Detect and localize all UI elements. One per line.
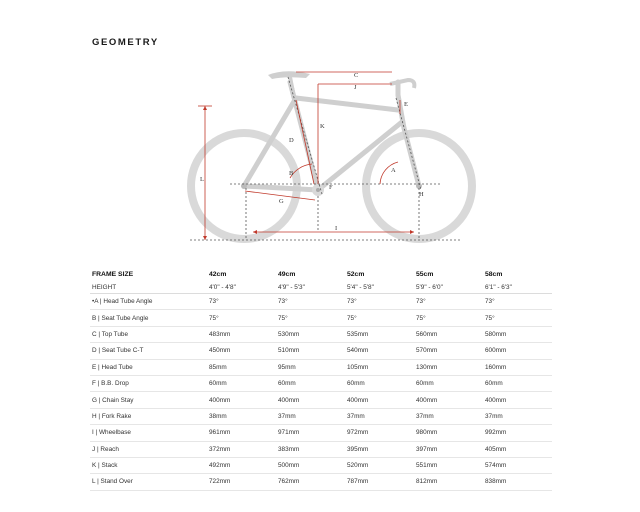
- table-cell: 4'0" - 4'8": [207, 281, 276, 294]
- table-cell: 75°: [483, 310, 552, 326]
- table-cell: 37mm: [345, 408, 414, 424]
- table-cell: 400mm: [483, 392, 552, 408]
- label-h: H: [419, 191, 424, 198]
- label-a: A: [391, 167, 396, 174]
- table-cell: 400mm: [207, 392, 276, 408]
- table-cell: 405mm: [483, 441, 552, 457]
- frame-size-header: FRAME SIZE: [92, 271, 134, 278]
- label-d: D: [289, 137, 294, 144]
- label-i: I: [335, 225, 338, 232]
- label-k: K: [320, 123, 325, 130]
- table-cell: 5'4" - 5'8": [345, 281, 414, 294]
- table-cell: 540mm: [345, 343, 414, 359]
- row-label: E | Head Tube: [90, 359, 207, 375]
- table-cell: 574mm: [483, 457, 552, 473]
- table-cell: 992mm: [483, 425, 552, 441]
- size-header: 52cm: [347, 271, 365, 278]
- label-l: L: [200, 176, 204, 183]
- table-header-row: [90, 268, 552, 281]
- label-b: B: [289, 170, 294, 177]
- table-cell: 4'9" - 5'3": [276, 281, 345, 294]
- size-header: 58cm: [485, 271, 503, 278]
- row-label: D | Seat Tube C-T: [90, 343, 207, 359]
- table-cell: 450mm: [207, 343, 276, 359]
- table-cell: 400mm: [345, 392, 414, 408]
- table-cell: 75°: [276, 310, 345, 326]
- table-cell: 60mm: [414, 375, 483, 391]
- table-cell: 60mm: [345, 375, 414, 391]
- size-header: 55cm: [416, 271, 434, 278]
- table-row: [90, 425, 552, 441]
- table-cell: 5'9" - 6'0": [414, 281, 483, 294]
- table-cell: 397mm: [414, 441, 483, 457]
- table-row: [90, 474, 552, 490]
- table-cell: 383mm: [276, 441, 345, 457]
- row-label: I | Wheelbase: [90, 425, 207, 441]
- table-row: [90, 343, 552, 359]
- table-cell: 787mm: [345, 474, 414, 490]
- table-cell: 551mm: [414, 457, 483, 473]
- table-cell: 75°: [207, 310, 276, 326]
- table-row: [90, 294, 552, 310]
- table-cell: 73°: [414, 294, 483, 310]
- table-cell: 600mm: [483, 343, 552, 359]
- table-cell: 762mm: [276, 474, 345, 490]
- table-cell: 60mm: [207, 375, 276, 391]
- table-cell: 722mm: [207, 474, 276, 490]
- table-row-height: [90, 281, 552, 294]
- table-cell: 838mm: [483, 474, 552, 490]
- table-cell: 105mm: [345, 359, 414, 375]
- size-header: 49cm: [278, 271, 296, 278]
- page-title: GEOMETRY: [92, 37, 159, 48]
- row-label: HEIGHT: [90, 281, 207, 294]
- table-cell: 510mm: [276, 343, 345, 359]
- table-row: [90, 441, 552, 457]
- table-cell: 570mm: [414, 343, 483, 359]
- table-cell: 75°: [345, 310, 414, 326]
- table-cell: 530mm: [276, 326, 345, 342]
- table-cell: 75°: [414, 310, 483, 326]
- table-row: [90, 408, 552, 424]
- table-cell: 483mm: [207, 326, 276, 342]
- table-row: [90, 359, 552, 375]
- table-cell: 37mm: [276, 408, 345, 424]
- size-header: 42cm: [209, 271, 227, 278]
- row-label: F | B.B. Drop: [90, 375, 207, 391]
- table-cell: 60mm: [483, 375, 552, 391]
- table-cell: 372mm: [207, 441, 276, 457]
- row-label: K | Stack: [90, 457, 207, 473]
- table-cell: 492mm: [207, 457, 276, 473]
- table-cell: 73°: [207, 294, 276, 310]
- label-e: E: [404, 101, 408, 108]
- row-label: B | Seat Tube Angle: [90, 310, 207, 326]
- table-cell: 520mm: [345, 457, 414, 473]
- table-cell: 73°: [345, 294, 414, 310]
- table-cell: 400mm: [276, 392, 345, 408]
- table-cell: 73°: [483, 294, 552, 310]
- table-cell: 400mm: [414, 392, 483, 408]
- label-f: F: [329, 184, 333, 191]
- table-cell: 500mm: [276, 457, 345, 473]
- label-c: C: [354, 72, 359, 79]
- row-label: J | Reach: [90, 441, 207, 457]
- table-cell: 95mm: [276, 359, 345, 375]
- row-label: L | Stand Over: [90, 474, 207, 490]
- table-cell: 980mm: [414, 425, 483, 441]
- table-cell: 130mm: [414, 359, 483, 375]
- row-label: •A | Head Tube Angle: [90, 294, 207, 310]
- table-row: [90, 392, 552, 408]
- table-row: [90, 326, 552, 342]
- table-row: [90, 310, 552, 326]
- row-label: C | Top Tube: [90, 326, 207, 342]
- table-cell: 972mm: [345, 425, 414, 441]
- table-cell: 60mm: [276, 375, 345, 391]
- row-label: G | Chain Stay: [90, 392, 207, 408]
- table-cell: 6'1" - 6'3": [483, 281, 552, 294]
- table-cell: 37mm: [483, 408, 552, 424]
- table-cell: 971mm: [276, 425, 345, 441]
- table-row: [90, 375, 552, 391]
- handlebar: [390, 80, 414, 88]
- table-cell: 160mm: [483, 359, 552, 375]
- table-cell: 560mm: [414, 326, 483, 342]
- table-cell: 395mm: [345, 441, 414, 457]
- label-j: J: [354, 84, 357, 91]
- row-label: H | Fork Rake: [90, 408, 207, 424]
- table-row: [90, 457, 552, 473]
- label-g: G: [279, 198, 284, 205]
- table-cell: 535mm: [345, 326, 414, 342]
- table-cell: 961mm: [207, 425, 276, 441]
- table-cell: 812mm: [414, 474, 483, 490]
- geometry-table: [90, 268, 552, 491]
- table-cell: 85mm: [207, 359, 276, 375]
- table-cell: 580mm: [483, 326, 552, 342]
- table-cell: 37mm: [414, 408, 483, 424]
- table-cell: 73°: [276, 294, 345, 310]
- table-cell: 38mm: [207, 408, 276, 424]
